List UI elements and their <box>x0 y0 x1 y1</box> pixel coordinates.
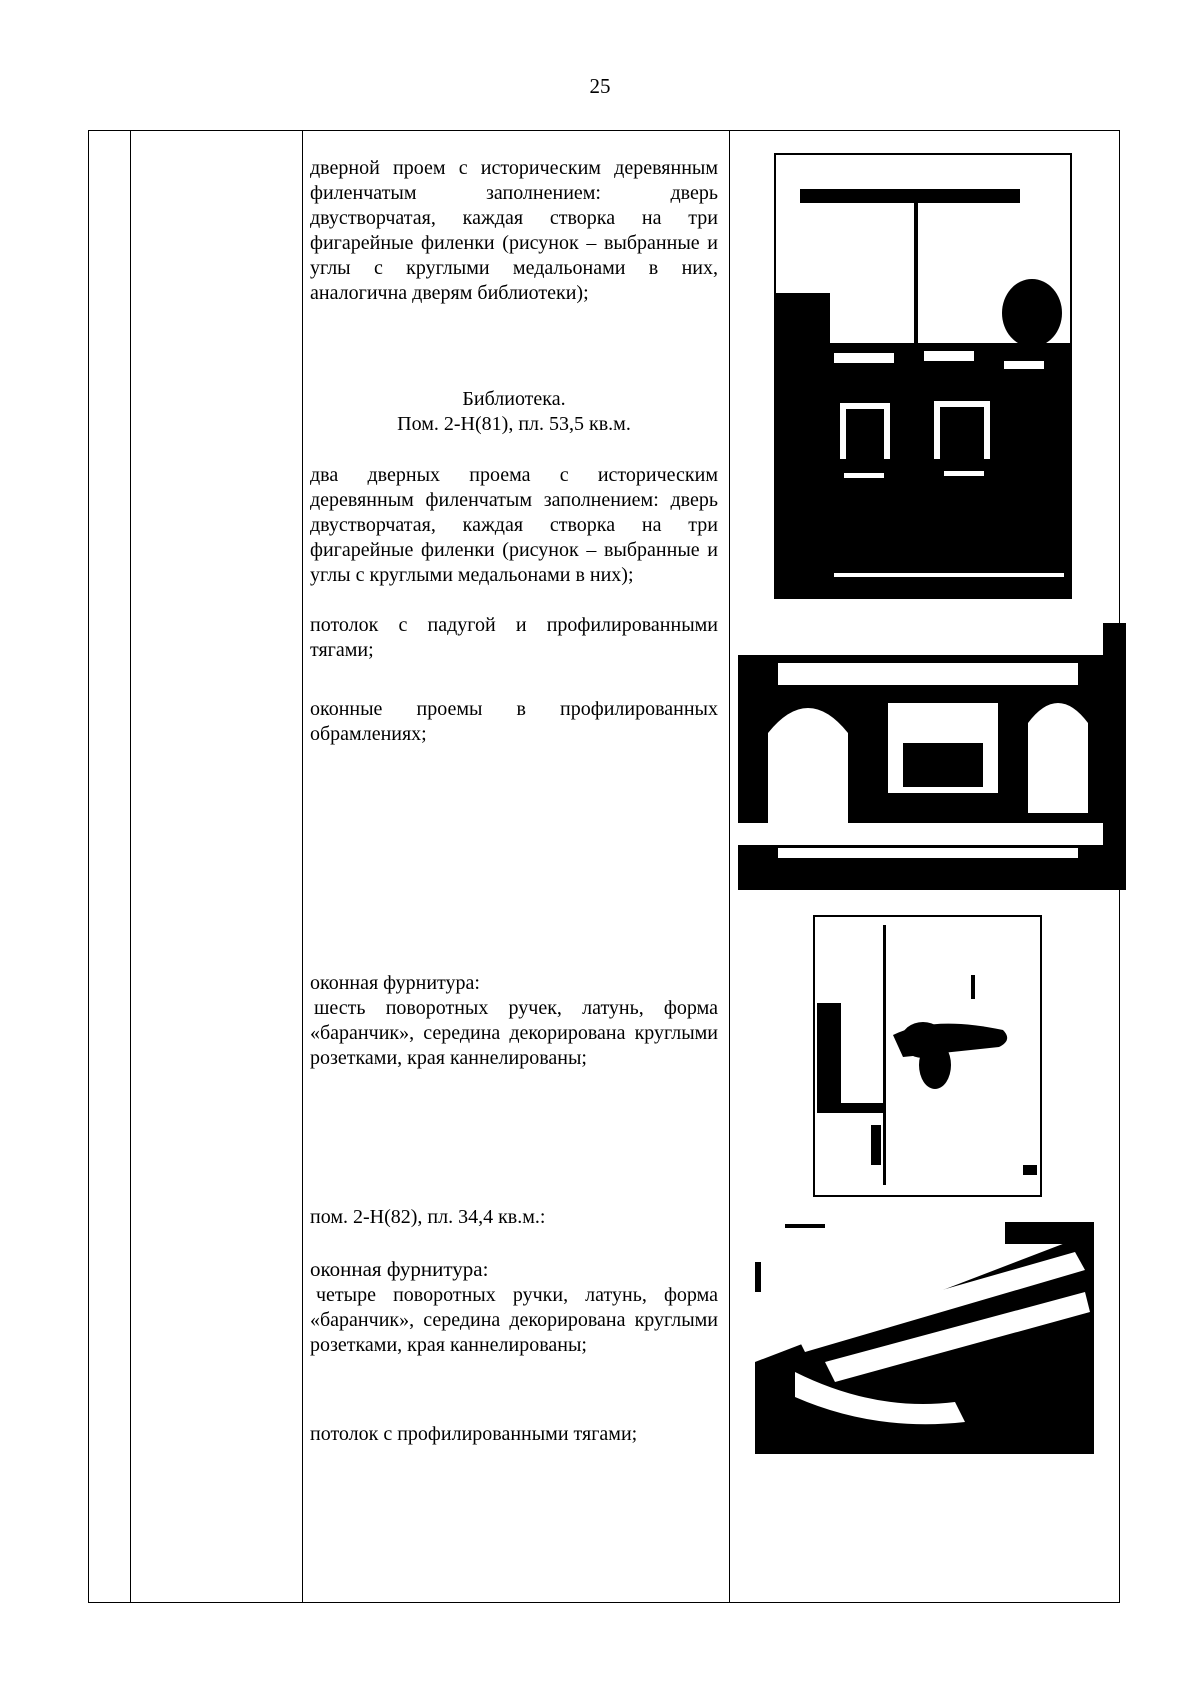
library-heading: Библиотека. <box>462 388 566 410</box>
ceiling-description: потолок с падугой и профилированными тягами; <box>310 614 718 661</box>
page-number: 25 <box>589 74 611 98</box>
window-hardware-description-2: четыре поворотных ручки, латунь, форма «баранчик», середина декорирована круглыми розетками, края каннелированы; <box>310 1284 718 1356</box>
table-border-left <box>88 130 89 1603</box>
photo-doorway <box>774 153 1072 599</box>
library-room-area: Пом. 2-Н(81), пл. 53,5 кв.м. <box>397 413 631 435</box>
window-hardware-description: шесть поворотных ручек, латунь, форма «баранчик», середина декорирована круглыми розетками, края каннелированы; <box>310 997 718 1069</box>
table-top-border <box>88 130 1120 131</box>
window-hardware-title-2: оконная фурнитура: <box>310 1257 489 1281</box>
photo-window-handle <box>813 915 1042 1197</box>
column-divider-1 <box>130 130 131 1603</box>
library-doors-description: два дверных проема с историческим деревянным филенчатым заполнением: дверь двустворчатая, каждая створка на три фигарейные филенки (рисунок – выбранные и углы с круглыми медальонами в них); <box>310 464 718 586</box>
door-description: дверной проем с историческим деревянным филенчатым заполнением: дверь двустворчатая, каждая створка на три фигарейные филенки (рисунок – выбранные и углы с круглыми медальонами в них, аналогична дверям библиотеки); <box>310 157 718 304</box>
window-hardware-title: оконная фурнитура: <box>310 972 480 994</box>
windows-description: оконные проемы в профилированных обрамлениях; <box>310 698 718 745</box>
ceiling-moulding-description: потолок с профилированными тягами; <box>310 1423 638 1445</box>
photo-ceiling-moulding <box>755 1222 1094 1454</box>
table-bottom-border <box>88 1602 1120 1603</box>
room-2n82-heading: пом. 2-Н(82), пл. 34,4 кв.м.: <box>310 1206 546 1228</box>
column-divider-2 <box>302 130 303 1603</box>
column-divider-3 <box>729 130 730 1603</box>
photo-library-interior <box>738 623 1126 890</box>
